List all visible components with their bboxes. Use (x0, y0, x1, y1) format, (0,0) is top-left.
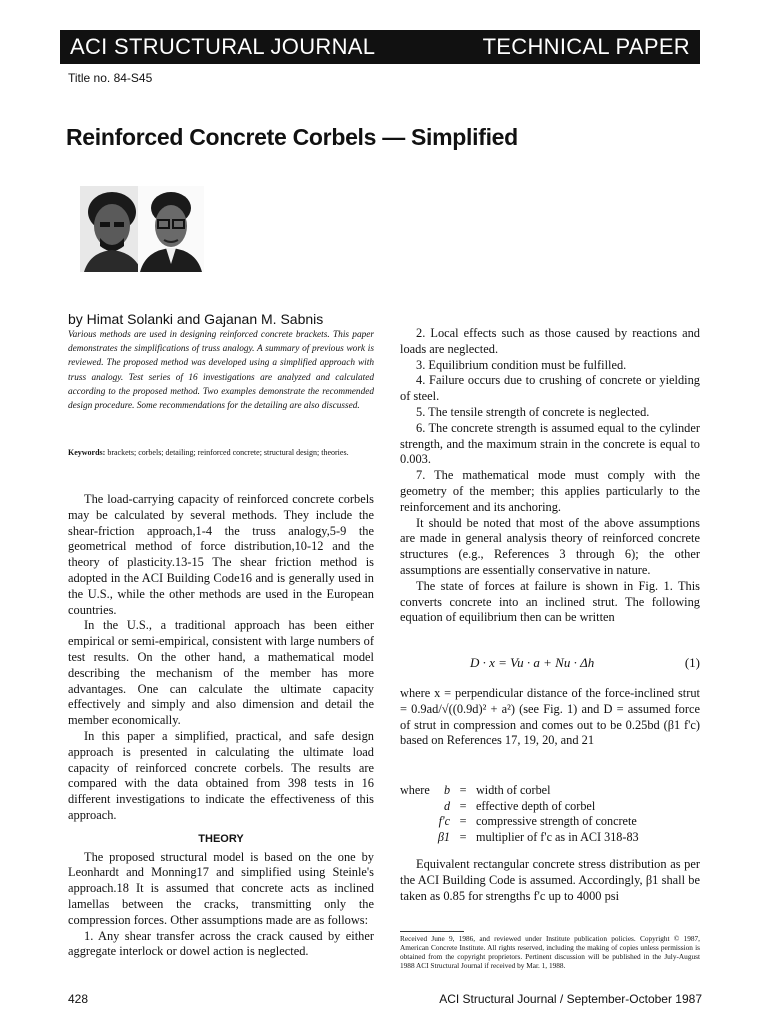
equation-body: D · x = Vu · a + Nu · Δh (470, 655, 595, 670)
definition-row: where b = width of corbel (400, 783, 551, 797)
assumption-item: 7. The mathematical mode must comply with the geometry of the member; this applies particularly to the reinforcement and its anchoring. (400, 468, 700, 514)
definition-row: f'c = compressive strength of concrete (438, 814, 637, 829)
body-paragraph: where x = perpendicular distance of the force-inclined strut = 0.9ad/√((0.9d)² + a²) (see Fig. 1) and D = assumed force of strut in compression and comes out to be 0.25bd (β1 f'c) based on References 17, 19, 20, and 21 (400, 686, 700, 748)
section-heading-theory: THEORY (198, 832, 244, 845)
body-paragraph: It should be noted that most of the above assumptions are made in general analysis theory of reinforced concrete structures (e.g., References 3 through 6); the other assumptions are essentially conservative in nature. (400, 515, 700, 577)
body-paragraph: The state of forces at failure is shown in Fig. 1. This converts concrete into an inclined strut. The following equation of equilibrium then can be written (400, 578, 700, 625)
keywords-label: Keywords: (68, 448, 106, 457)
assumption-item: 1. Any shear transfer across the crack caused by either aggregate interlock or dowel action is neglected. (68, 928, 374, 959)
keywords-list: brackets; corbels; detailing; reinforced concrete; structural design; theories. (107, 448, 349, 457)
symbol-definitions (400, 783, 700, 845)
equation-1 (470, 655, 700, 671)
body-paragraph: The load-carrying capacity of reinforced concrete corbels may be calculated by several methods. They include the shear-friction approach,1-4 the truss analogy,5-9 the geometrical method of force distribution,10-12 and the theory of plasticity.13-15 The shear friction method is adopted in the ACI Building Code16 and is generally used in the U.S., while the other methods are used in the European countries. (68, 492, 374, 617)
page-number: 428 (68, 992, 89, 1006)
footnote-divider (400, 931, 464, 932)
body-paragraph: In this paper a simplified, practical, and safe design approach is presented in calculating the ultimate load capacity of reinforced concrete corbels. The results are compared with the data obtained from 398 tests in 16 different investigations to indicate the effectiveness of this approach. (68, 728, 374, 822)
assumption-item: 4. Failure occurs due to crushing of concrete or yielding of steel. (400, 373, 700, 404)
assumption-item: 5. The tensile strength of concrete is neglected. (416, 404, 650, 419)
equation-explanation (400, 686, 700, 749)
body-paragraph: The proposed structural model is based on the one by Leonhardt and Monning17 and simplified using Steinle's approach.18 It is assumed that concrete acts as inclined lamellas between the cracks, transmitting only the compression forces. Other assumptions made are as follows: (68, 849, 374, 927)
journal-name: ACI STRUCTURAL JOURNAL (70, 34, 376, 59)
paper-type: TECHNICAL PAPER (482, 34, 690, 59)
author-byline: by Himat Solanki and Gajanan M. Sabnis (68, 311, 324, 327)
equation-number: (1) (684, 655, 700, 670)
paper-title: Reinforced Concrete Corbels — Simplified (66, 124, 518, 150)
journal-footer: ACI Structural Journal / September-October 1987 (439, 992, 702, 1006)
assumption-item: 3. Equilibrium condition must be fulfilled. (416, 357, 627, 372)
right-column-continued (400, 857, 700, 904)
right-column (400, 326, 700, 626)
body-paragraph: Equivalent rectangular concrete stress distribution as per the ACI Building Code is assumed. Accordingly, β1 shall be taken as 0.85 for strengths f'c up to 4000 psi (400, 857, 700, 903)
assumption-item: 2. Local effects such as those caused by reactions and loads are neglected. (400, 326, 700, 356)
abstract: Various methods are used in designing reinforced concrete brackets. This paper demonstrates the simplifications of truss analogy. A summary of previous work is reviewed. The proposed method was developed using a simplified approach with truss analogy. Test series of 16 investigations are analyzed and calculated according to the proposed method. Two examples demonstrate the recommended design procedure. Some recommendations for the detailing are also discussed. (68, 330, 374, 412)
definition-row: β1 = multiplier of f'c as in ACI 318-83 (437, 829, 639, 844)
author-photo-solanki (80, 186, 146, 272)
body-paragraph: In the U.S., a traditional approach has been either empirical or semi-empirical, consistent with large numbers of test results. On the other hand, a mathematical model describing the mechanism of the member has more advantages. One can calculate the ultimate capacity effectively and simply and also dimension and detail the member economically. (68, 618, 374, 728)
left-column (68, 492, 374, 960)
definition-row: d = effective depth of corbel (444, 798, 596, 813)
keywords (68, 447, 374, 458)
title-number: Title no. 84-S45 (68, 71, 153, 85)
journal-header-bar (60, 30, 700, 64)
author-photo-sabnis (138, 186, 204, 272)
footnote: Received June 9, 1986, and reviewed under Institute publication policies. Copyright © 1987, American Concrete Institute. All rights reserved, including the making of copies unless permission is obtained from the copyright proprietors. Pertinent discussion will be published in the July-August 1988 ACI Structural Journal if received by Mar. 1, 1988. (400, 934, 700, 970)
assumption-item: 6. The concrete strength is assumed equal to the cylinder strength, and the maximum strain in the concrete is equal to 0.003. (400, 420, 700, 467)
